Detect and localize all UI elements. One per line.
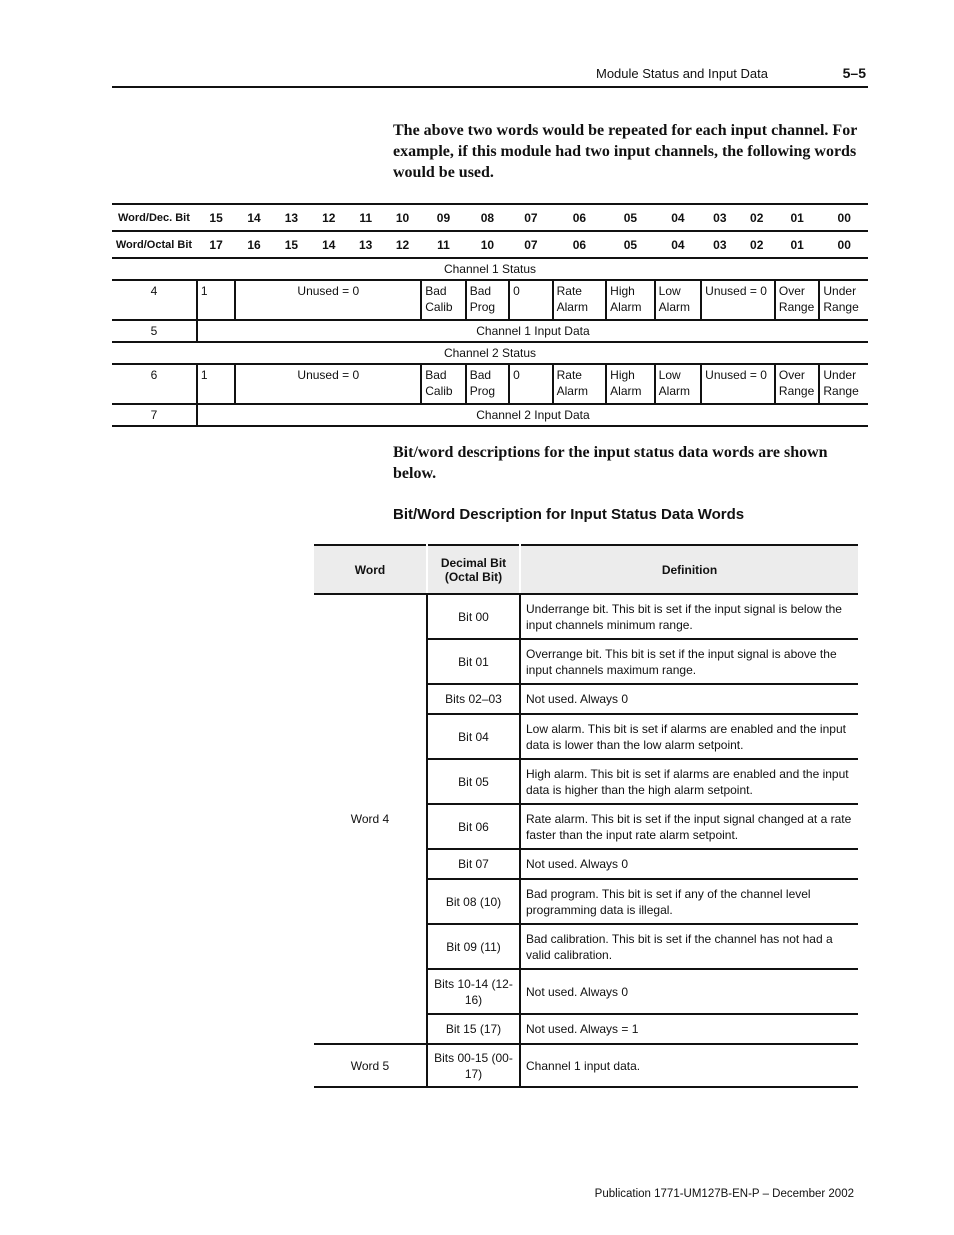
dec-bit: 03 [701,204,738,231]
octal-bit: 15 [273,231,310,258]
definition-cell: Overrange bit. This bit is set if the input signal is above the input channels maximum range. [520,639,858,684]
bit-cell: Bit 04 [427,714,520,759]
low-alarm-bit: Low Alarm [655,280,701,320]
over-range-bit: Over Range [775,280,819,320]
octal-bit: 10 [466,231,509,258]
octal-bit: 03 [701,231,738,258]
bit-header-line2: (Octal Bit) [444,569,503,584]
word-4-cell: Word 4 [314,594,427,1044]
dec-bit: 00 [819,204,868,231]
bit-header-line1: Decimal Bit [440,555,507,570]
definition-cell: Channel 1 input data. [520,1044,858,1087]
definition-cell: Not used. Always 0 [520,684,858,714]
octal-bit: 12 [384,231,421,258]
decimal-bit-header-row [112,204,868,231]
intro-paragraph: The above two words would be repeated for each input channel. For example, if this module had two input channels, the following words would be used. [393,122,858,181]
publication-footer: Publication 1771-UM127B-EN-P – December 2002 [594,1188,854,1200]
definition-cell: Not used. Always 0 [520,969,858,1014]
definition-cell: Rate alarm. This bit is set if the input signal changed at a rate faster than the input rate alarm setpoint. [520,804,858,849]
channel-status-title-row [112,258,868,280]
bit07-value: 0 [509,364,552,404]
dec-bit: 15 [197,204,235,231]
bit-cell: Bit 06 [427,804,520,849]
dec-bit: 10 [384,204,421,231]
table-caption: Bit/Word Description for Input Status Data Words [393,506,745,523]
rate-alarm-bit: Rate Alarm [553,280,607,320]
bit-cell: Bit 08 (10) [427,879,520,924]
bad-calib-bit: Bad Calib [421,364,465,404]
high-alarm-bit: High Alarm [606,280,655,320]
under-range-bit: Under Range [819,364,868,404]
dec-bit: 11 [347,204,383,231]
word-column-header: Word [314,545,427,594]
bit-cell: Bits 10-14 (12-16) [427,969,520,1014]
under-range-bit: Under Range [819,280,868,320]
dec-bit: 09 [421,204,465,231]
definition-cell: Low alarm. This bit is set if alarms are enabled and the input data is lower than the low alarm setpoint. [520,714,858,759]
octal-bit: 05 [606,231,655,258]
low-alarm-bit: Low Alarm [655,364,701,404]
bit15-value: 1 [197,280,235,320]
word-octal-bit-label: Word/Octal Bit [112,231,197,258]
bit-word-description-table [314,544,858,1088]
unused-low-bits: Unused = 0 [701,364,775,404]
bit-cell: Bits 00-15 (00-17) [427,1044,520,1087]
bit07-value: 0 [509,280,552,320]
input-data-label: Channel 1 Input Data [197,320,868,342]
bit-cell: Bit 00 [427,594,520,639]
octal-bit: 00 [819,231,868,258]
word-number: 4 [112,280,197,320]
word-number: 6 [112,364,197,404]
page-number: 5–5 [842,65,866,81]
definition-column-header: Definition [520,545,858,594]
channel-status-title: Channel 2 Status [112,342,868,364]
bad-calib-bit: Bad Calib [421,280,465,320]
octal-bit: 13 [347,231,383,258]
unused-high-bits: Unused = 0 [235,364,421,404]
bad-prog-bit: Bad Prog [466,364,509,404]
bit-cell: Bit 15 (17) [427,1014,520,1044]
bit-cell: Bits 02–03 [427,684,520,714]
octal-bit: 11 [421,231,465,258]
dec-bit: 13 [273,204,310,231]
dec-bit: 01 [775,204,819,231]
rate-alarm-bit: Rate Alarm [553,364,607,404]
over-range-bit: Over Range [775,364,819,404]
dec-bit: 06 [553,204,607,231]
word-5-cell: Word 5 [314,1044,427,1087]
definition-cell: Bad program. This bit is set if any of the channel level programming data is illegal. [520,879,858,924]
definition-cell: Not used. Always 0 [520,849,858,879]
dec-bit: 05 [606,204,655,231]
high-alarm-bit: High Alarm [606,364,655,404]
unused-low-bits: Unused = 0 [701,280,775,320]
octal-bit: 07 [509,231,552,258]
input-word-row [112,404,868,426]
octal-bit: 02 [739,231,775,258]
definition-cell: Underrange bit. This bit is set if the input signal is below the input channels minimum range. [520,594,858,639]
bit-cell: Bit 01 [427,639,520,684]
dec-bit: 04 [655,204,701,231]
page-header [112,62,868,88]
table-row [314,594,858,639]
octal-bit: 17 [197,231,235,258]
bit-cell: Bit 07 [427,849,520,879]
status-word-row [112,280,868,320]
word-number: 5 [112,320,197,342]
input-word-row [112,320,868,342]
dec-bit: 02 [739,204,775,231]
input-data-label: Channel 2 Input Data [197,404,868,426]
definition-cell: Bad calibration. This bit is set if the channel has not had a valid calibration. [520,924,858,969]
word-number: 7 [112,404,197,426]
bit15-value: 1 [197,364,235,404]
unused-high-bits: Unused = 0 [235,280,421,320]
word-dec-bit-label: Word/Dec. Bit [112,204,197,231]
dec-bit: 14 [235,204,272,231]
status-word-row [112,364,868,404]
section-title: Module Status and Input Data [595,66,768,81]
bit-map-table [112,203,868,427]
description-intro: Bit/word descriptions for the input status data words are shown below. [393,444,828,482]
bit-cell: Bit 05 [427,759,520,804]
description-header-row [314,545,858,594]
octal-bit: 01 [775,231,819,258]
octal-bit: 16 [235,231,272,258]
octal-bit-header-row [112,231,868,258]
channel-status-title: Channel 1 Status [112,258,868,280]
bit-cell: Bit 09 (11) [427,924,520,969]
channel-status-title-row [112,342,868,364]
octal-bit: 06 [553,231,607,258]
dec-bit: 12 [310,204,347,231]
definition-cell: High alarm. This bit is set if alarms are enabled and the input data is higher than the high alarm setpoint. [520,759,858,804]
dec-bit: 07 [509,204,552,231]
octal-bit: 04 [655,231,701,258]
dec-bit: 08 [466,204,509,231]
bad-prog-bit: Bad Prog [466,280,509,320]
definition-cell: Not used. Always = 1 [520,1014,858,1044]
bit-column-header [427,545,520,594]
table-row [314,1044,858,1087]
octal-bit: 14 [310,231,347,258]
